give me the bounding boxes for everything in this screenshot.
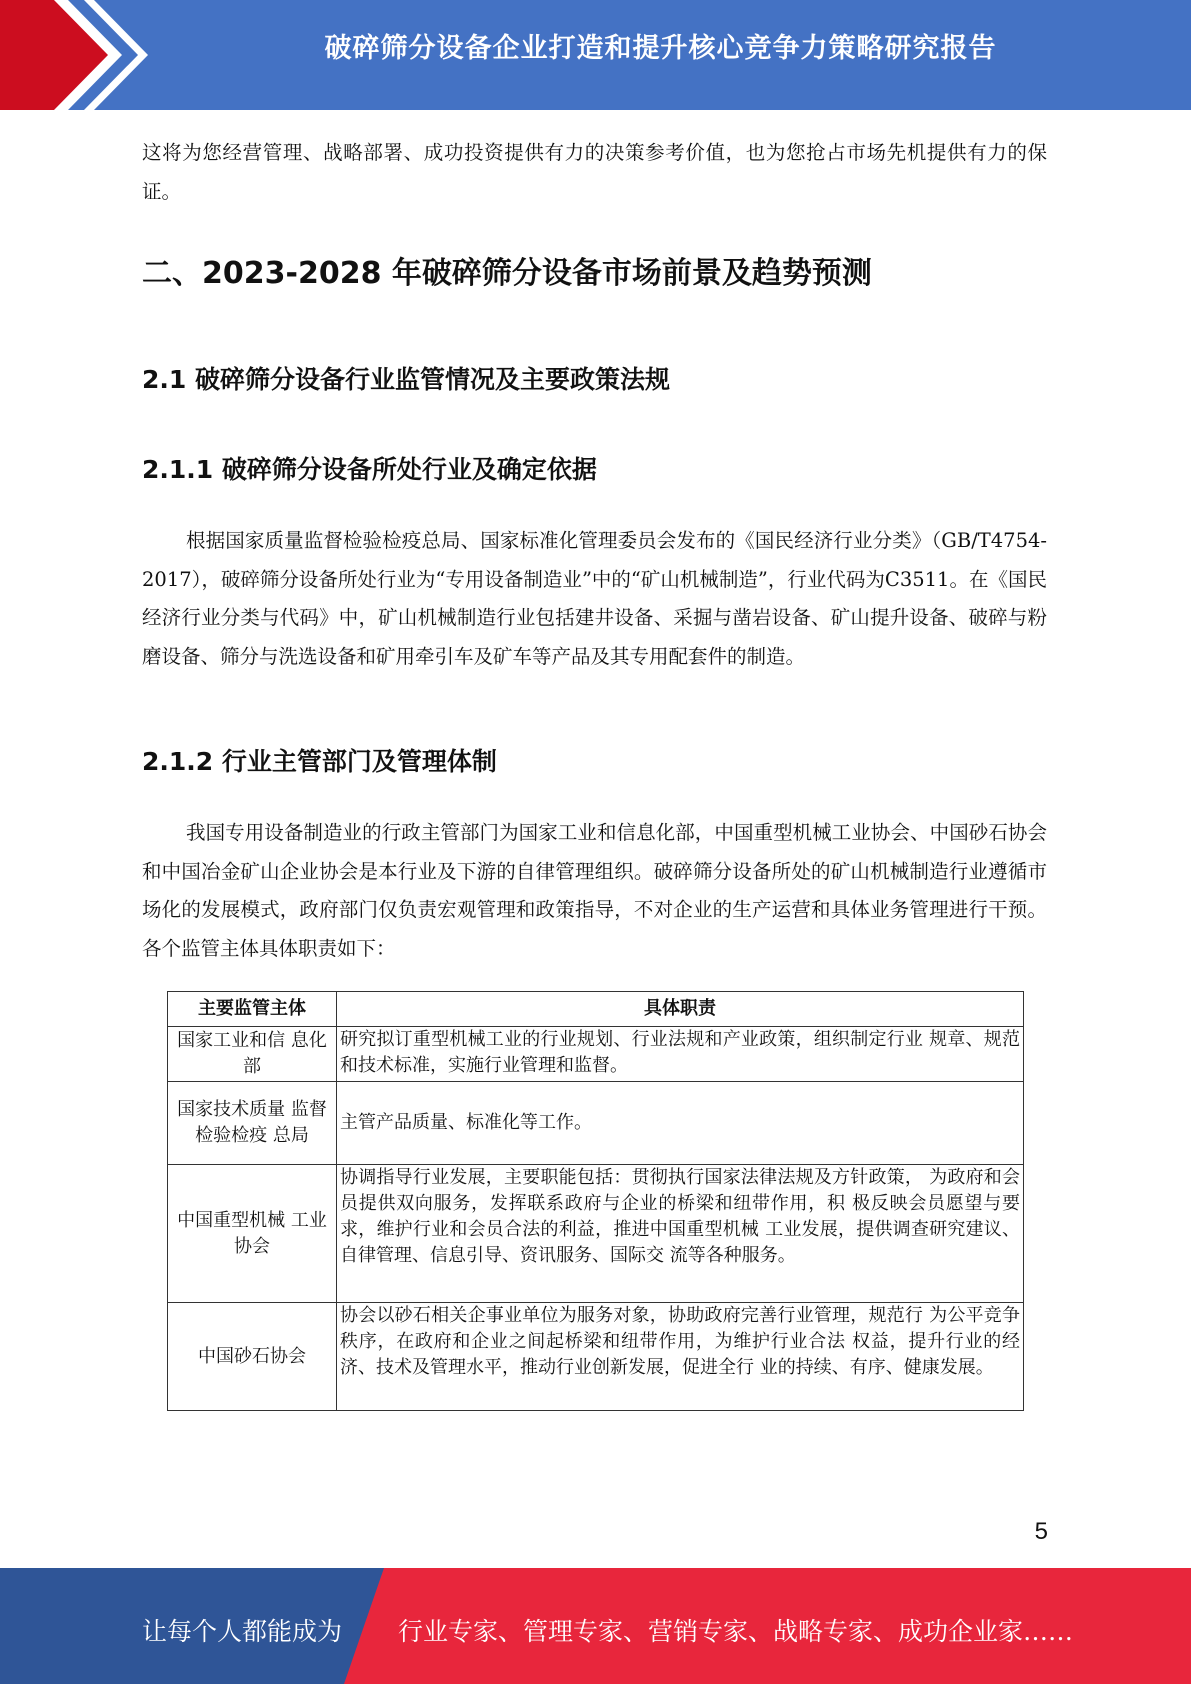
duty-cell: 协调指导行业发展，主要职能包括：贯彻执行国家法律法规及方针政策， 为政府和会员提供双向服务，发挥联系政府与企业的桥梁和纽带作用，积 极反映会员愿望与要求，维护行业和会员合法的利益，推进中国重型机械 工业发展，提供调查研究建议、自律管理、信息引导、资讯服务、国际交 流等各种服务。 [337, 1165, 1024, 1303]
footer-band [0, 1568, 1191, 1684]
duty-cell: 研究拟订重型机械工业的行业规划、行业法规和产业政策，组织制定行业 规章、规范和技术标准，实施行业管理和监督。 [337, 1027, 1024, 1082]
paragraph-2-1-1: 根据国家质量监督检验检疫总局、国家标准化管理委员会发布的《国民经济行业分类》（GB/T4754-2017），破碎筛分设备所处行业为“专用设备制造业”中的“矿山机械制造”，行业代码为C3511。在《国民经济行业分类与代码》中，矿山机械制造行业包括建井设备、采掘与凿岩设备、矿山提升设备、破碎与粉磨设备、筛分与洗选设备和矿用牵引车及矿车等产品及其专用配套件的制造。 [142, 529, 1047, 668]
subsection-heading-2-1-1: 2.1.1 破碎筛分设备所处行业及确定依据 [142, 455, 597, 484]
column-header-entity: 主要监管主体 [168, 992, 337, 1027]
section-heading: 二、2023-2028 年破碎筛分设备市场前景及趋势预测 [142, 256, 872, 291]
footer-slogan-left: 让每个人都能成为 [142, 1617, 343, 1646]
regulators-table [167, 991, 1024, 1411]
chevron-arrow-icon [0, 0, 160, 110]
entity-cell: 中国重型机械 工业协会 [168, 1165, 337, 1303]
report-title: 破碎筛分设备企业打造和提升核心竞争力策略研究报告 [324, 33, 997, 64]
paragraph-2-1-2: 我国专用设备制造业的行政主管部门为国家工业和信息化部，中国重型机械工业协会、中国砂石协会和中国冶金矿山企业协会是本行业及下游的自律管理组织。破碎筛分设备所处的矿山机械制造行业遵循市场化的发展模式，政府部门仅负责宏观管理和政策指导，不对企业的生产运营和具体业务管理进行干预。各个监管主体具体职责如下： [142, 821, 1047, 960]
entity-cell: 国家技术质量 监督检验检疫 总局 [168, 1082, 337, 1165]
footer-slogan-right: 行业专家、管理专家、营销专家、战略专家、成功企业家…… [398, 1617, 1074, 1646]
entity-cell: 中国砂石协会 [168, 1303, 337, 1411]
subsection-heading-2-1-2: 2.1.2 行业主管部门及管理体制 [142, 747, 497, 776]
table-row [168, 1165, 1024, 1303]
entity-cell: 国家工业和信 息化部 [168, 1027, 337, 1082]
duty-cell: 协会以砂石相关企事业单位为服务对象，协助政府完善行业管理，规范行 为公平竞争秩序，在政府和企业之间起桥梁和纽带作用，为维护行业合法 权益，提升行业的经济、技术及管理水平，推动行业创新发展，促进全行 业的持续、有序、健康发展。 [337, 1303, 1024, 1411]
table-row [168, 1303, 1024, 1411]
subsection-heading-2-1: 2.1 破碎筛分设备行业监管情况及主要政策法规 [142, 365, 670, 394]
intro-paragraph: 这将为您经营管理、战略部署、成功投资提供有力的决策参考价值，也为您抢占市场先机提供有力的保证。 [142, 141, 1047, 203]
table-header-row [168, 992, 1024, 1027]
header-band [0, 0, 1191, 110]
page-number: 5 [1034, 1518, 1048, 1545]
table-row [168, 1082, 1024, 1165]
column-header-duty: 具体职责 [337, 992, 1024, 1027]
table-row [168, 1027, 1024, 1082]
duty-cell: 主管产品质量、标准化等工作。 [337, 1082, 1024, 1165]
